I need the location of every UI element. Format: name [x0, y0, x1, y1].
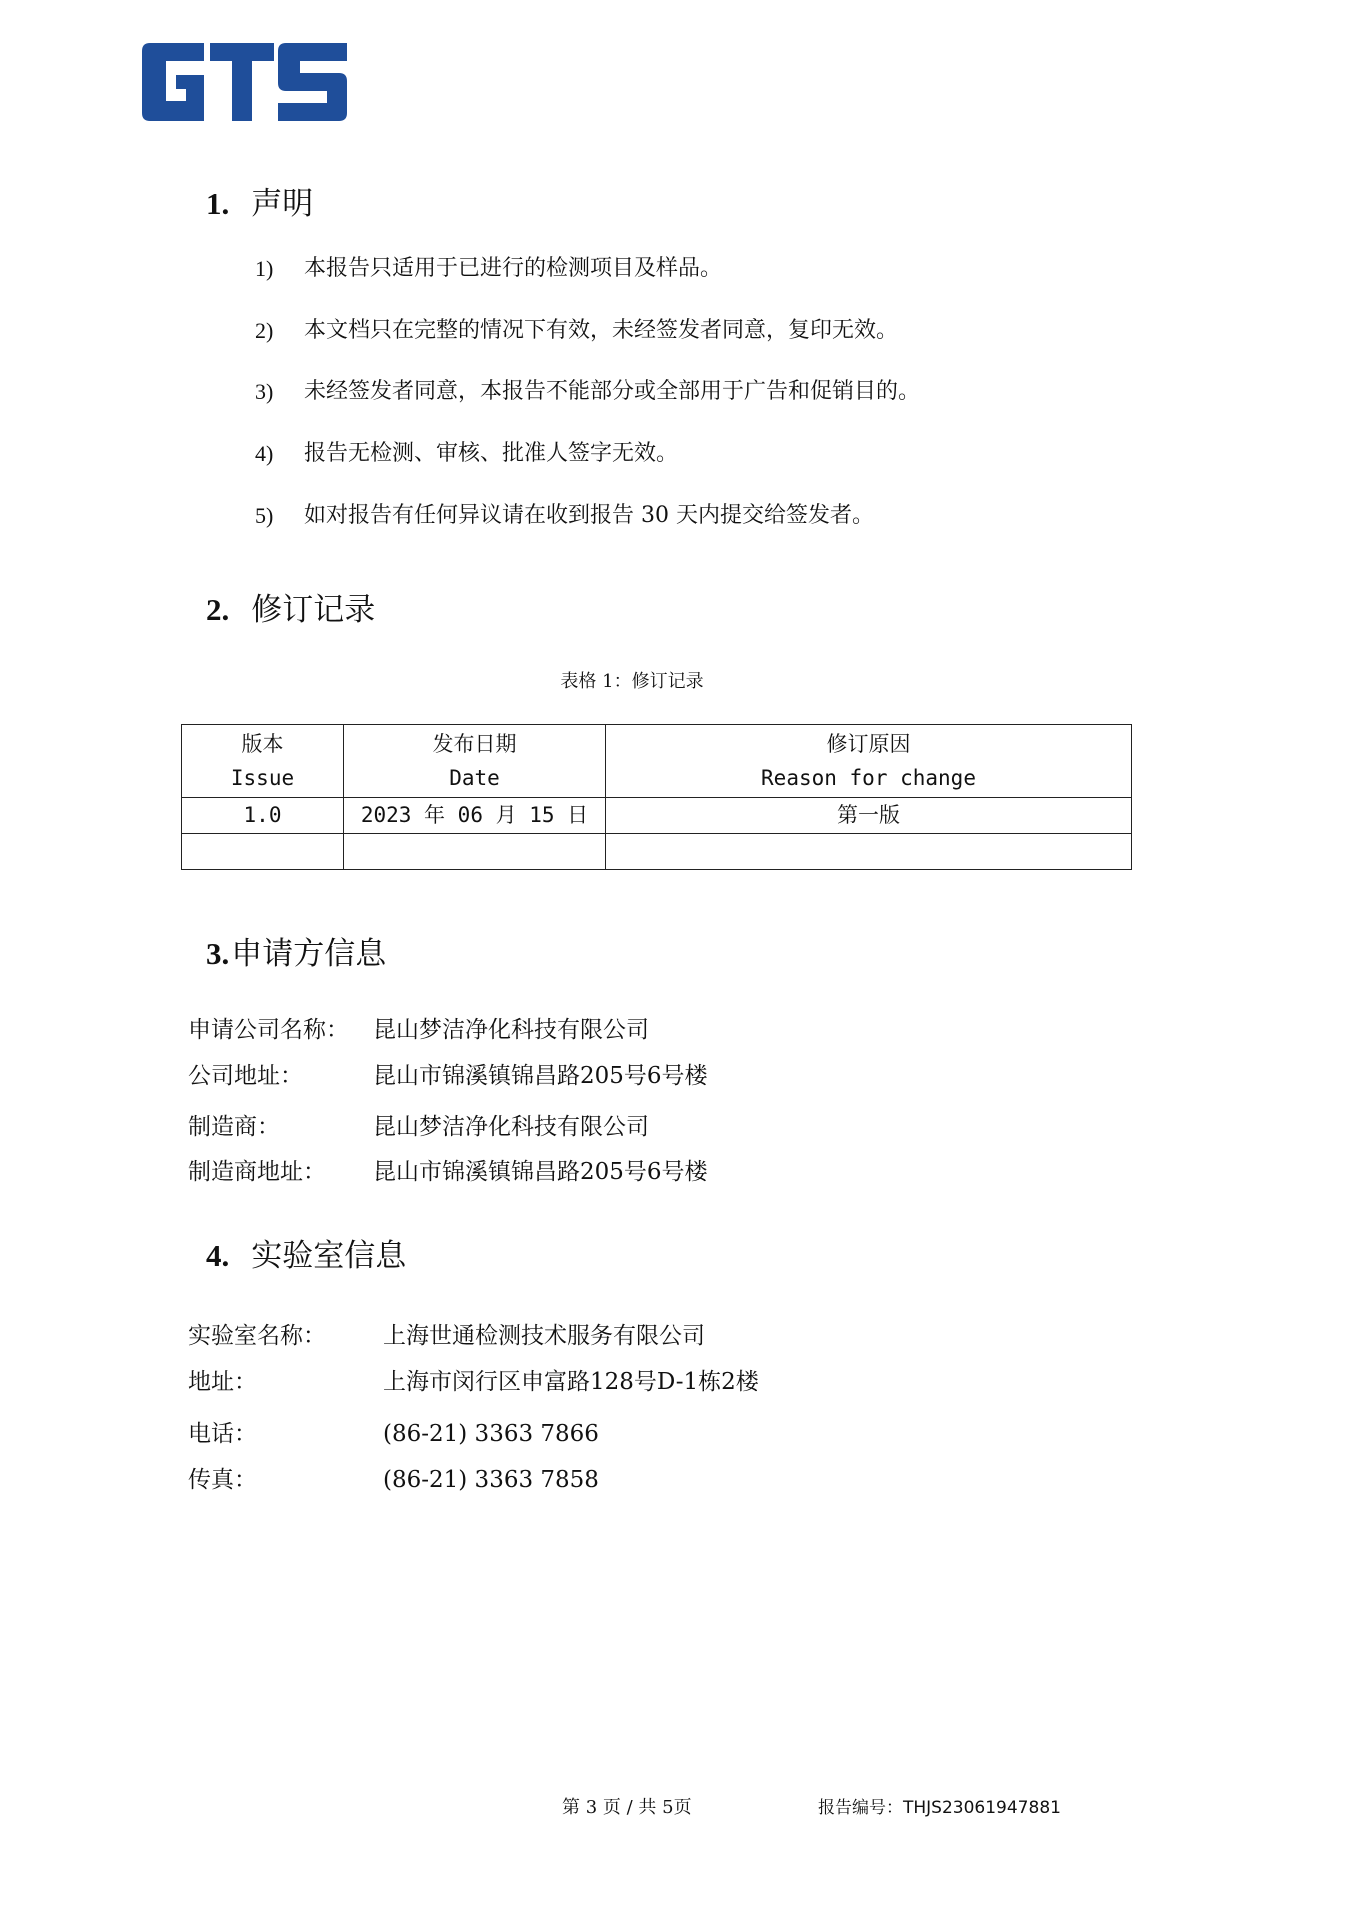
cell-reason: [606, 834, 1132, 870]
section-heading-lab: 4. 实验室信息: [206, 1238, 407, 1274]
header-date: 发布日期 Date: [344, 725, 606, 798]
statement-item: 2) 本文档只在完整的情况下有效，未经签发者同意，复印无效。: [255, 318, 899, 343]
lab-label: 实验室名称：: [188, 1323, 326, 1349]
lab-value: (86-21) 3363 7866: [383, 1421, 599, 1447]
statement-item: 4) 报告无检测、审核、批准人签字无效。: [255, 441, 679, 466]
cell-issue: [182, 834, 344, 870]
lab-label: 传真：: [188, 1467, 257, 1493]
applicant-value: 昆山市锦溪镇锦昌路205号6号楼: [373, 1159, 708, 1185]
statement-item: 3) 未经签发者同意，本报告不能部分或全部用于广告和促销目的。: [255, 379, 921, 404]
applicant-label: 制造商：: [188, 1114, 280, 1140]
cell-reason: 第一版: [606, 798, 1132, 834]
section-heading-applicant: 3.申请方信息: [206, 936, 387, 972]
lab-label: 地址：: [188, 1369, 257, 1395]
cell-issue: 1.0: [182, 798, 344, 834]
table-header-row: [182, 725, 1132, 798]
applicant-value: 昆山市锦溪镇锦昌路205号6号楼: [373, 1063, 708, 1089]
table-row: [182, 834, 1132, 870]
section-heading-statement: 1. 声明: [206, 186, 314, 222]
applicant-value: 昆山梦洁净化科技有限公司: [373, 1114, 649, 1140]
applicant-value: 昆山梦洁净化科技有限公司: [373, 1017, 649, 1043]
lab-value: (86-21) 3363 7858: [383, 1467, 599, 1493]
cell-date: 2023 年 06 月 15 日: [344, 798, 606, 834]
applicant-label: 制造商地址：: [188, 1159, 326, 1185]
lab-value: 上海市闵行区申富路128号D-1栋2楼: [383, 1369, 759, 1395]
revision-table: [181, 724, 1132, 870]
lab-label: 电话：: [188, 1421, 257, 1447]
applicant-label: 公司地址：: [188, 1063, 303, 1089]
cell-date: [344, 834, 606, 870]
header-reason: 修订原因 Reason for change: [606, 725, 1132, 798]
table-row: [182, 798, 1132, 834]
page-number: 第 3 页 / 共 5页: [562, 1797, 692, 1818]
statement-item: 1) 本报告只适用于已进行的检测项目及样品。: [255, 256, 723, 281]
applicant-label: 申请公司名称：: [188, 1017, 349, 1043]
header-issue: 版本 Issue: [182, 725, 344, 798]
lab-value: 上海世通检测技术服务有限公司: [383, 1323, 705, 1349]
statement-item: 5) 如对报告有任何异议请在收到报告 30 天内提交给签发者。: [255, 503, 874, 528]
section-heading-revision: 2. 修订记录: [206, 592, 376, 628]
report-number: 报告编号：THJS23061947881: [818, 1798, 1061, 1818]
gts-logo: [142, 43, 347, 121]
table-caption: 表格 1：修订记录: [560, 671, 704, 692]
